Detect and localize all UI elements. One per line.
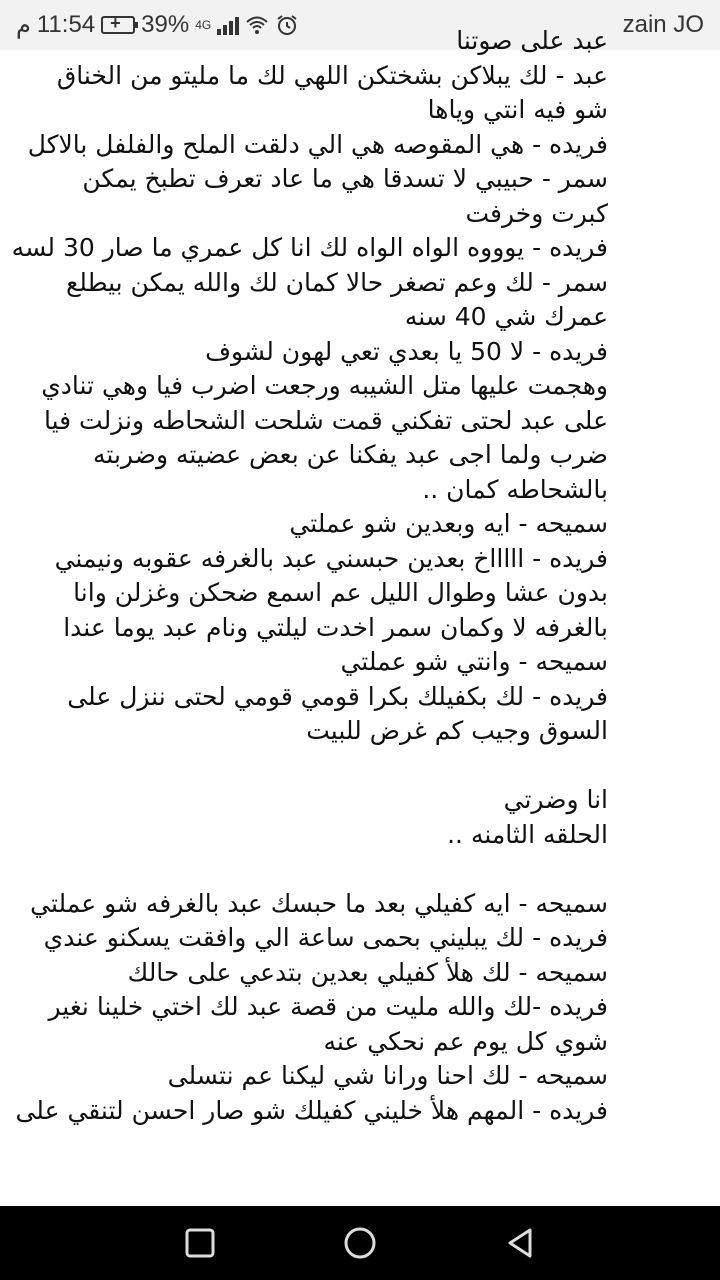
text-line: سميحه - وانتي شو عملتي [340, 647, 608, 676]
navigation-bar [0, 1206, 720, 1280]
section-title: انا وضرتي [503, 785, 608, 814]
text-line: فريده - لك يبليني بحمى ساعة الي وافقت يسكنو عندي [43, 923, 608, 952]
text-line: سميحه - ايه كفيلي بعد ما حبسك عبد بالغرفه شو عملتي [30, 888, 608, 918]
blank-line [20, 852, 608, 887]
text-line: فريده -لك والله مليت من قصة عبد لك اختي خلينا نغير شوي كل يوم عم نحكي عنه [48, 992, 608, 1056]
text-line: سمر - حبيبي لا تسدقا هي ما عاد تعرف تطبخ يمكن كبرت وخرفت [82, 164, 608, 228]
text-line: سمر - لك وعم تصغر حالا كمان لك والله يمكن بيطلع عمرك شي 40 سنه [66, 267, 608, 331]
ampm-indicator: م [16, 11, 31, 39]
text-line: عبد على صوتنا [456, 26, 608, 55]
network-type: 4G [195, 18, 212, 32]
text-line: فريده - اااااخ بعدين حبسني عبد بالغرفه عقوبه ونيمني بدون عشا وطوال الليل عم اسمع ضحكن وغزلن وانا بالغرفه لا وكمان سمر اخدت ليلتي ونام عبد يوما عندا [54, 543, 608, 642]
home-circle-icon[interactable] [340, 1223, 380, 1263]
text-line: فريده - هي المقوصه هي الي دلقت الملح والفلفل بالاكل [27, 129, 608, 159]
clock: 11:54 [36, 11, 96, 38]
story-text [0, 24, 720, 1128]
text-line: سميحه - لك احنا ورانا شي ليكنا عم نتسلى [167, 1061, 608, 1090]
battery-percent: 39% [141, 11, 190, 38]
text-line: عبد - لك يبلاكن بشختكن اللهي لك ما مليتو من الخناق شو فيه انتي وياها [56, 60, 608, 124]
story-content[interactable] [0, 26, 720, 1206]
text-line: فريده - يوووه الواه الواه لك انا كل عمري ما صار 30 لسه [11, 233, 608, 262]
text-line: وهجمت عليها متل الشيبه ورجعت اضرب فيا وهي تنادي على عبد لحتى تفكني قمت شلحت الشحاطه ونزلت فيا ضرب ولما اجى عبد يفكنا عن بعض عضيته وضربته بالشحاطه كمان .. [41, 371, 608, 504]
text-line: فريده - المهم هلأ خليني كفيلك شو صار احسن لتنقي على [15, 1095, 608, 1125]
text-line: فريده - لا 50 يا بعدي تعي لهون لشوف [205, 336, 608, 366]
carrier-name: zain JO [622, 11, 704, 38]
back-triangle-icon[interactable] [500, 1223, 540, 1263]
recents-square-icon[interactable] [180, 1223, 220, 1263]
blank-line [20, 749, 608, 784]
text-line: فريده - لك بكفيلك بكرا قومي قومي لحتى ننزل على السوق وجيب كم غرض للبيت [67, 681, 608, 745]
text-line: سميحه - لك هلأ كفيلي بعدين بتدعي على حالك [127, 957, 608, 987]
episode-title: الحلقه الثامنه .. [447, 819, 608, 849]
battery-icon: + [101, 16, 135, 34]
text-line: سميحه - ايه وبعدين شو عملتي [289, 509, 608, 538]
